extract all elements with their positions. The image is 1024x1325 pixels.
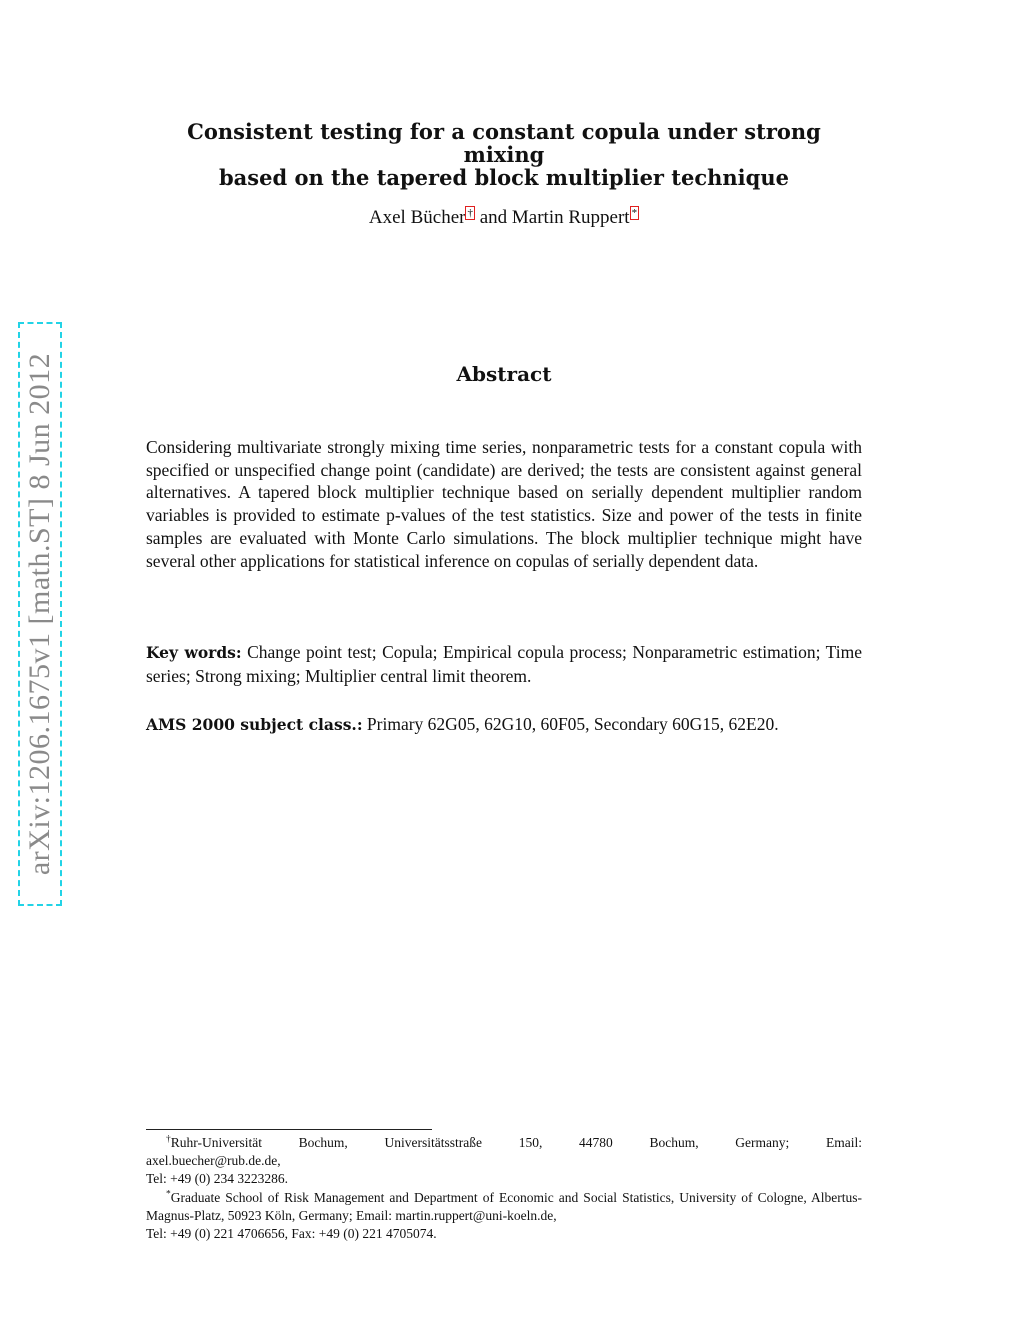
paper-title	[146, 120, 862, 189]
ams-classification	[146, 713, 862, 737]
author-1: Axel Bücher	[368, 207, 466, 228]
abstract-body: Considering multivariate strongly mixing time series, nonparametric tests for a constant copula with specified or unspecified change point (candidate) are derived; the tests are consistent against general alternatives. A tapered block multiplier technique based on serially dependent multiplier random variables is provided to estimate p-values of the test statistics. Size and power of the tests in finite samples are evaluated with Monte Carlo simulations. The block multiplier technique might have several other applications for statistical inference on copulas of serially dependent data.	[146, 437, 862, 571]
abstract-heading: Abstract	[456, 362, 552, 386]
footnote-link-dagger[interactable]: †	[467, 206, 473, 219]
footnote-1-email[interactable]: axel.buecher@rub.de.de,	[146, 1153, 281, 1169]
footnote-2-text: *Graduate School of Risk Management and Department of Economic and Social Statistics, University of Cologne, Albertus-Magnus-Platz, 50923 Köln, Germany; Email: martin.ruppert@uni-koeln.de,	[146, 1189, 862, 1223]
title-line-2: based on the tapered block multiplier technique	[219, 165, 789, 190]
ams-label: AMS 2000 subject class.:	[146, 715, 363, 734]
title-line-1: Consistent testing for a constant copula under strong mixing	[187, 119, 821, 167]
author-list	[146, 207, 862, 229]
footnote-2-mark: *	[166, 1189, 171, 1200]
keywords-paragraph	[146, 641, 862, 687]
footnote-1-word: Email:	[825, 1135, 862, 1150]
footnote-1-phone: Tel: +49 (0) 234 3223286.	[146, 1171, 289, 1187]
keywords-label: Key words:	[146, 643, 242, 662]
footnote-1-word: Bochum,	[649, 1135, 699, 1150]
author-conjunction: and	[474, 207, 512, 228]
footnote-1-mark: †	[166, 1134, 171, 1145]
footnote-1-word: 150,	[518, 1135, 543, 1150]
footnote-1-word: Bochum,	[298, 1135, 348, 1150]
arxiv-identifier: arXiv:1206.1675v1 [math.ST] 8 Jun 2012	[23, 352, 56, 876]
footnote-separator	[146, 1129, 432, 1130]
footnote-2-phone: Tel: +49 (0) 221 4706656, Fax: +49 (0) 221 4705074.	[146, 1226, 437, 1242]
footnote-1-line-1	[146, 1134, 862, 1152]
footnote-1-word: †Ruhr-Universität	[166, 1134, 262, 1150]
author-2: Martin Ruppert	[511, 207, 630, 228]
ams-text: Primary 62G05, 62G10, 60F05, Secondary 60G15, 62E20.	[362, 714, 779, 734]
footnote-1-word: Germany;	[735, 1135, 790, 1150]
keywords-text: Change point test; Copula; Empirical copula process; Nonparametric estimation; Time series; Strong mixing; Multiplier central limit theorem.	[146, 642, 863, 686]
footnotes	[146, 1134, 862, 1243]
footnote-1-word: 44780	[579, 1135, 613, 1150]
footnote-1-word: Universitätsstraße	[384, 1135, 482, 1150]
footnote-link-star[interactable]: *	[631, 206, 638, 219]
arxiv-stamp	[18, 322, 62, 906]
